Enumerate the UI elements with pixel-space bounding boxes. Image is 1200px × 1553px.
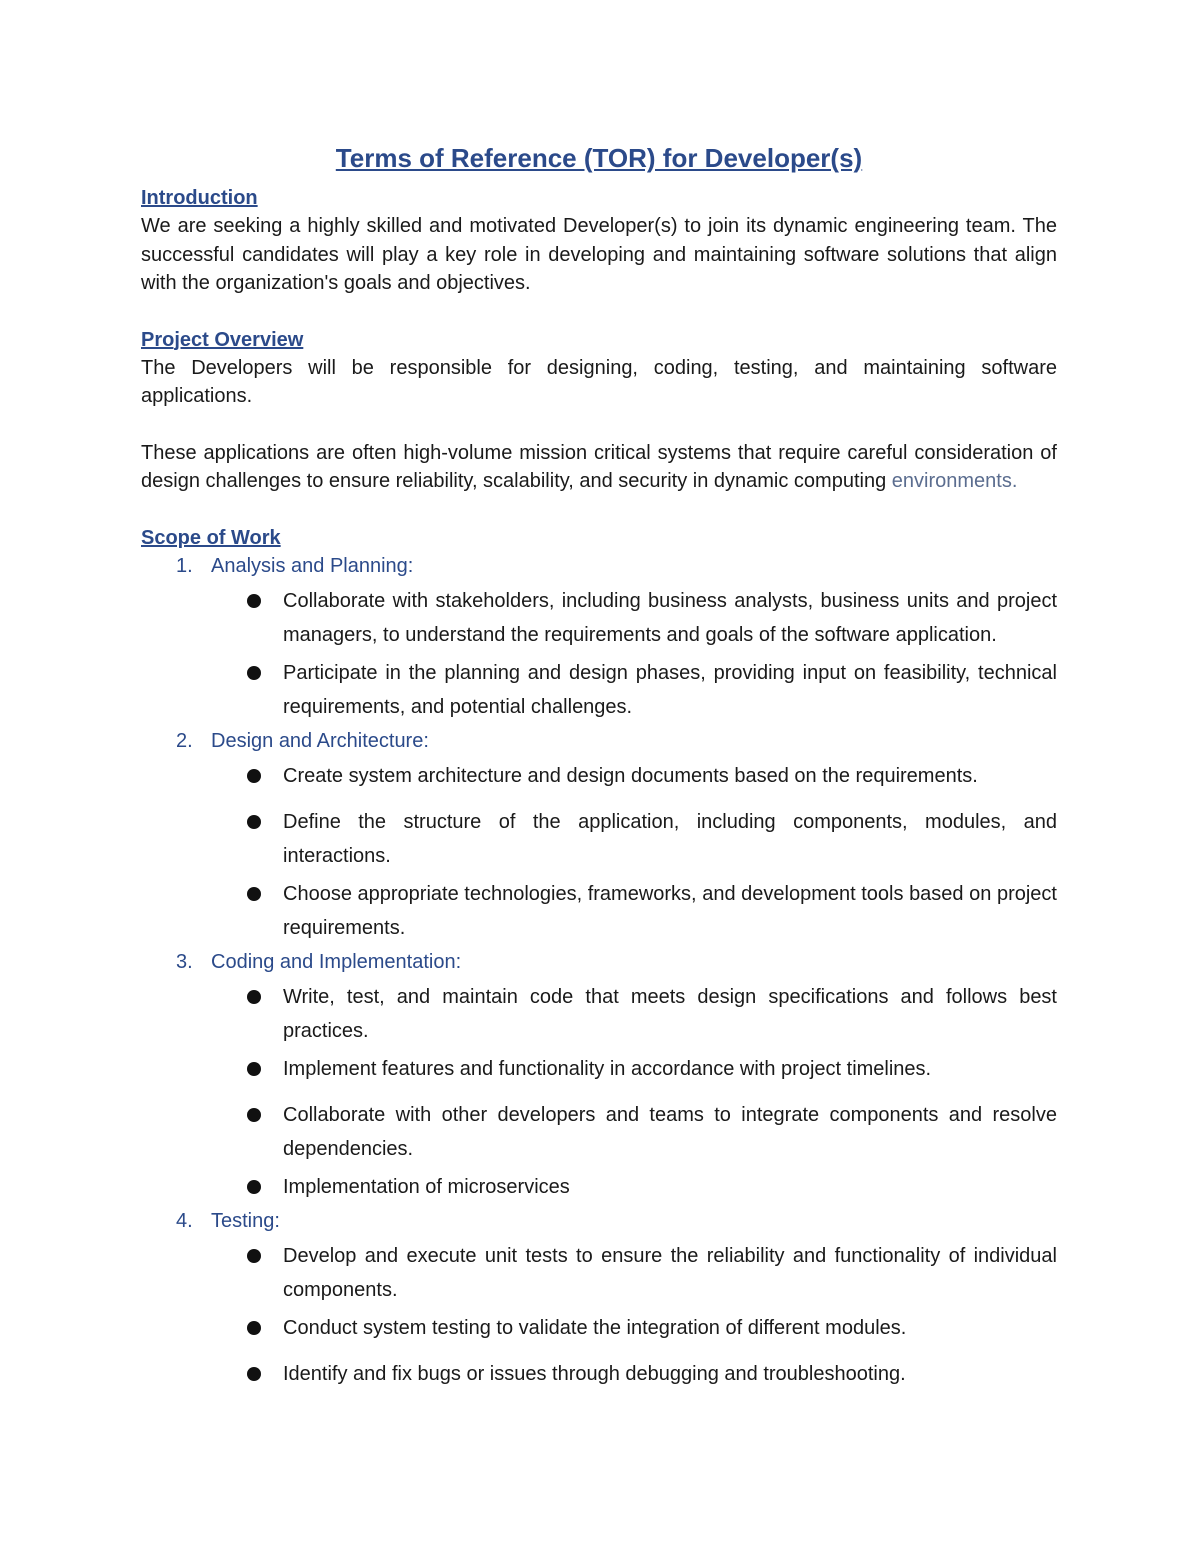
bullet-icon bbox=[247, 1180, 261, 1194]
introduction-heading: Introduction bbox=[141, 187, 258, 209]
bullet-icon bbox=[247, 594, 261, 608]
list-item-text: Create system architecture and design documents based on the requirements. bbox=[283, 764, 978, 787]
list-item bbox=[283, 1357, 1057, 1391]
scope-item-number: 1. bbox=[176, 554, 193, 577]
list-item bbox=[283, 1052, 1057, 1086]
scope-list bbox=[141, 552, 1057, 1391]
bullet-list bbox=[141, 980, 1057, 1204]
list-item-text: Develop and execute unit tests to ensure the reliability and functionality of individual components. bbox=[283, 1244, 1057, 1301]
bullet-icon bbox=[247, 815, 261, 829]
list-item bbox=[283, 980, 1057, 1048]
paragraph-2-main: These applications are often high-volume mission critical systems that require careful consideration of design challenges to ensure reliability, scalability, and security in dynamic computing bbox=[141, 441, 1057, 492]
spacer bbox=[141, 411, 1057, 439]
list-item-text: Implementation of microservices bbox=[283, 1175, 570, 1198]
list-item bbox=[283, 1098, 1057, 1166]
list-item-text: Identify and fix bugs or issues through debugging and troubleshooting. bbox=[283, 1362, 906, 1385]
scope-item-number: 3. bbox=[176, 950, 193, 973]
scope-item-coding bbox=[141, 948, 1057, 1204]
bullet-list bbox=[141, 584, 1057, 724]
spacer bbox=[141, 298, 1057, 326]
scope-item-number: 2. bbox=[176, 729, 193, 752]
list-item bbox=[283, 656, 1057, 724]
scope-item-analysis bbox=[141, 552, 1057, 724]
scope-item-label bbox=[141, 948, 1057, 976]
list-item-text: Collaborate with stakeholders, including business analysts, business units and project managers, to understand the requirements and goals of the software application. bbox=[283, 589, 1057, 646]
document-page bbox=[141, 138, 1057, 1394]
list-item-text: Participate in the planning and design phases, providing input on feasibility, technical requirements, and potential challenges. bbox=[283, 661, 1057, 718]
scope-item-title: Coding and Implementation: bbox=[211, 950, 462, 973]
list-item bbox=[283, 584, 1057, 652]
bullet-icon bbox=[247, 887, 261, 901]
scope-of-work-heading: Scope of Work bbox=[141, 526, 281, 549]
scope-item-title: Design and Architecture: bbox=[211, 729, 429, 752]
introduction-text: We are seeking a highly skilled and motivated Developer(s) to join its dynamic engineering team. The successful candidates will play a key role in developing and maintaining software solutions that align with the organization's goals and objectives. bbox=[141, 215, 1057, 294]
paragraph-2-tail: environments. bbox=[891, 470, 1018, 492]
list-item bbox=[283, 1170, 1057, 1204]
scope-item-label bbox=[141, 727, 1057, 755]
scope-item-design bbox=[141, 727, 1057, 945]
list-item bbox=[283, 1311, 1057, 1345]
list-item-text: Conduct system testing to validate the integration of different modules. bbox=[283, 1316, 907, 1339]
bullet-icon bbox=[247, 1321, 261, 1335]
bullet-list bbox=[141, 1239, 1057, 1391]
list-item-text: Write, test, and maintain code that meets design specifications and follows best practices. bbox=[283, 985, 1057, 1042]
document-title: Terms of Reference (TOR) for Developer(s) bbox=[335, 143, 863, 173]
bullet-icon bbox=[247, 666, 261, 680]
bullet-icon bbox=[247, 1249, 261, 1263]
scope-item-testing bbox=[141, 1207, 1057, 1391]
scope-item-label bbox=[141, 552, 1057, 580]
list-item bbox=[283, 759, 1057, 793]
bullet-icon bbox=[247, 990, 261, 1004]
scope-item-title: Analysis and Planning: bbox=[211, 554, 414, 577]
list-item bbox=[283, 1239, 1057, 1307]
bullet-icon bbox=[247, 1367, 261, 1381]
list-item-text: Define the structure of the application, including components, modules, and interactions. bbox=[283, 810, 1057, 867]
spacer bbox=[141, 496, 1057, 524]
scope-item-label bbox=[141, 1207, 1057, 1235]
bullet-icon bbox=[247, 1062, 261, 1076]
list-item-text: Choose appropriate technologies, frameworks, and development tools based on project requirements. bbox=[283, 882, 1057, 939]
scope-item-number: 4. bbox=[176, 1209, 193, 1232]
list-item bbox=[283, 877, 1057, 945]
scope-item-title: Testing: bbox=[211, 1209, 280, 1232]
bullet-icon bbox=[247, 1108, 261, 1122]
bullet-icon bbox=[247, 769, 261, 783]
project-overview-heading: Project Overview bbox=[141, 328, 304, 351]
project-overview-paragraph-1: The Developers will be responsible for designing, coding, testing, and maintaining software applications. bbox=[141, 356, 1057, 407]
bullet-list bbox=[141, 759, 1057, 945]
list-item-text: Collaborate with other developers and teams to integrate components and resolve dependencies. bbox=[283, 1103, 1057, 1160]
project-overview-paragraph-2 bbox=[141, 439, 1057, 496]
list-item-text: Implement features and functionality in accordance with project timelines. bbox=[283, 1057, 932, 1080]
list-item bbox=[283, 805, 1057, 873]
